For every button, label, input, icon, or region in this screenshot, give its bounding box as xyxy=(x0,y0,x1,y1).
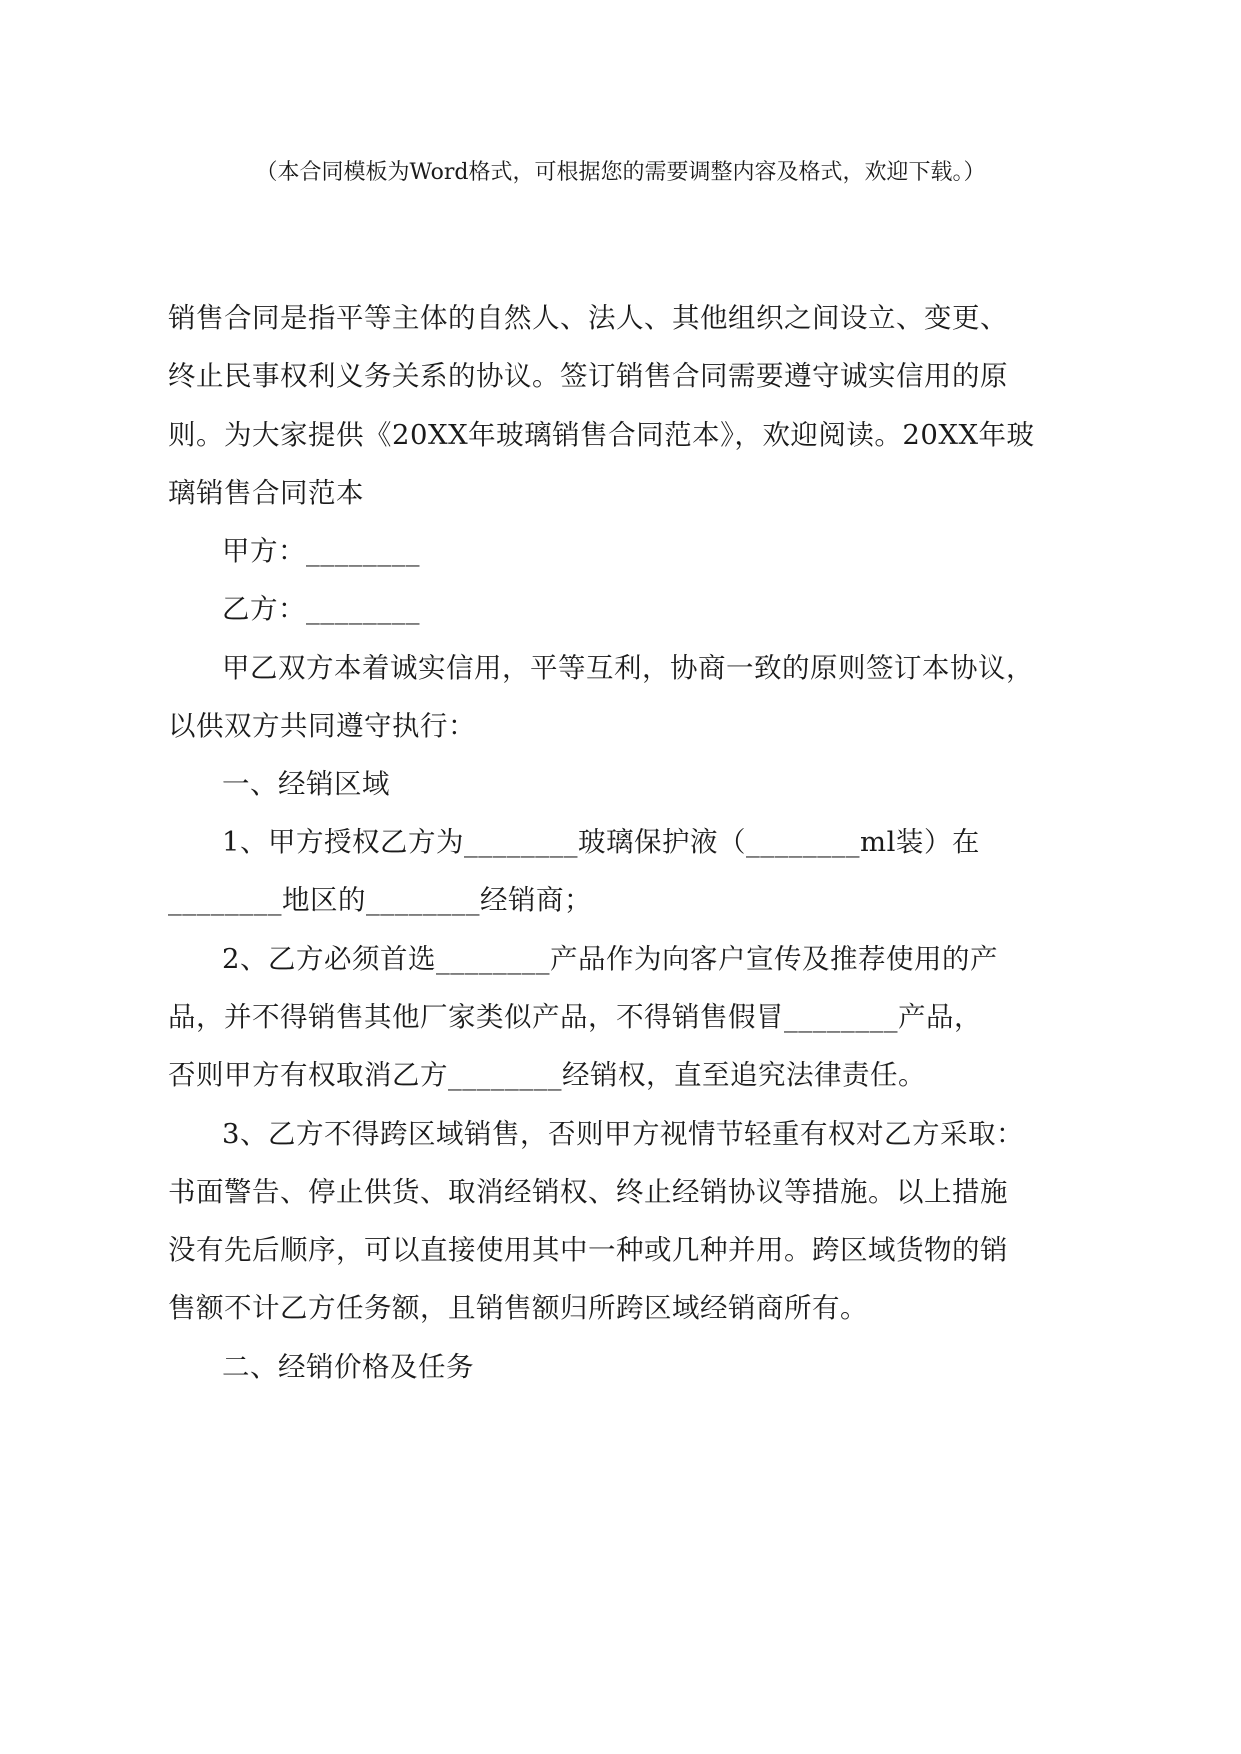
party-a-line: 甲方：________ xyxy=(222,535,420,567)
section-2-heading: 二、经销价格及任务 xyxy=(222,1351,474,1383)
clause-2-line-3: 否则甲方有权取消乙方________经销权，直至追究法律责任。 xyxy=(168,1059,926,1091)
intro-line-4: 璃销售合同范本 xyxy=(168,477,364,509)
intro-line-1: 销售合同是指平等主体的自然人、法人、其他组织之间设立、变更、 xyxy=(168,302,1008,334)
clause-1-line-1: 1、甲方授权乙方为________玻璃保护液（________ml装）在 xyxy=(222,826,980,858)
clause-3-line-4: 售额不计乙方任务额，且销售额归所跨区域经销商所有。 xyxy=(168,1292,868,1324)
intro-line-3: 则。为大家提供《20XX年玻璃销售合同范本》，欢迎阅读。20XX年玻 xyxy=(168,419,1035,451)
clause-2-line-1: 2、乙方必须首选________产品作为向客户宣传及推荐使用的产 xyxy=(222,943,998,975)
party-b-line: 乙方：________ xyxy=(222,593,420,625)
clause-2-line-2: 品，并不得销售其他厂家类似产品，不得销售假冒________产品， xyxy=(168,1001,982,1033)
template-note: （本合同模板为Word格式，可根据您的需要调整内容及格式，欢迎下载。） xyxy=(255,160,986,185)
clause-3-line-1: 3、乙方不得跨区域销售，否则甲方视情节轻重有权对乙方采取： xyxy=(222,1118,1024,1150)
intro-line-2: 终止民事权利义务关系的协议。签订销售合同需要遵守诚实信用的原 xyxy=(168,360,1008,392)
preamble-line-2: 以供双方共同遵守执行： xyxy=(168,710,476,742)
preamble-line-1: 甲乙双方本着诚实信用，平等互利，协商一致的原则签订本协议， xyxy=(222,652,1034,684)
clause-3-line-2: 书面警告、停止供货、取消经销权、终止经销协议等措施。以上措施 xyxy=(168,1176,1008,1208)
section-1-heading: 一、经销区域 xyxy=(222,768,390,800)
clause-1-line-2: ________地区的________经销商； xyxy=(168,884,592,916)
clause-3-line-3: 没有先后顺序，可以直接使用其中一种或几种并用。跨区域货物的销 xyxy=(168,1234,1008,1266)
